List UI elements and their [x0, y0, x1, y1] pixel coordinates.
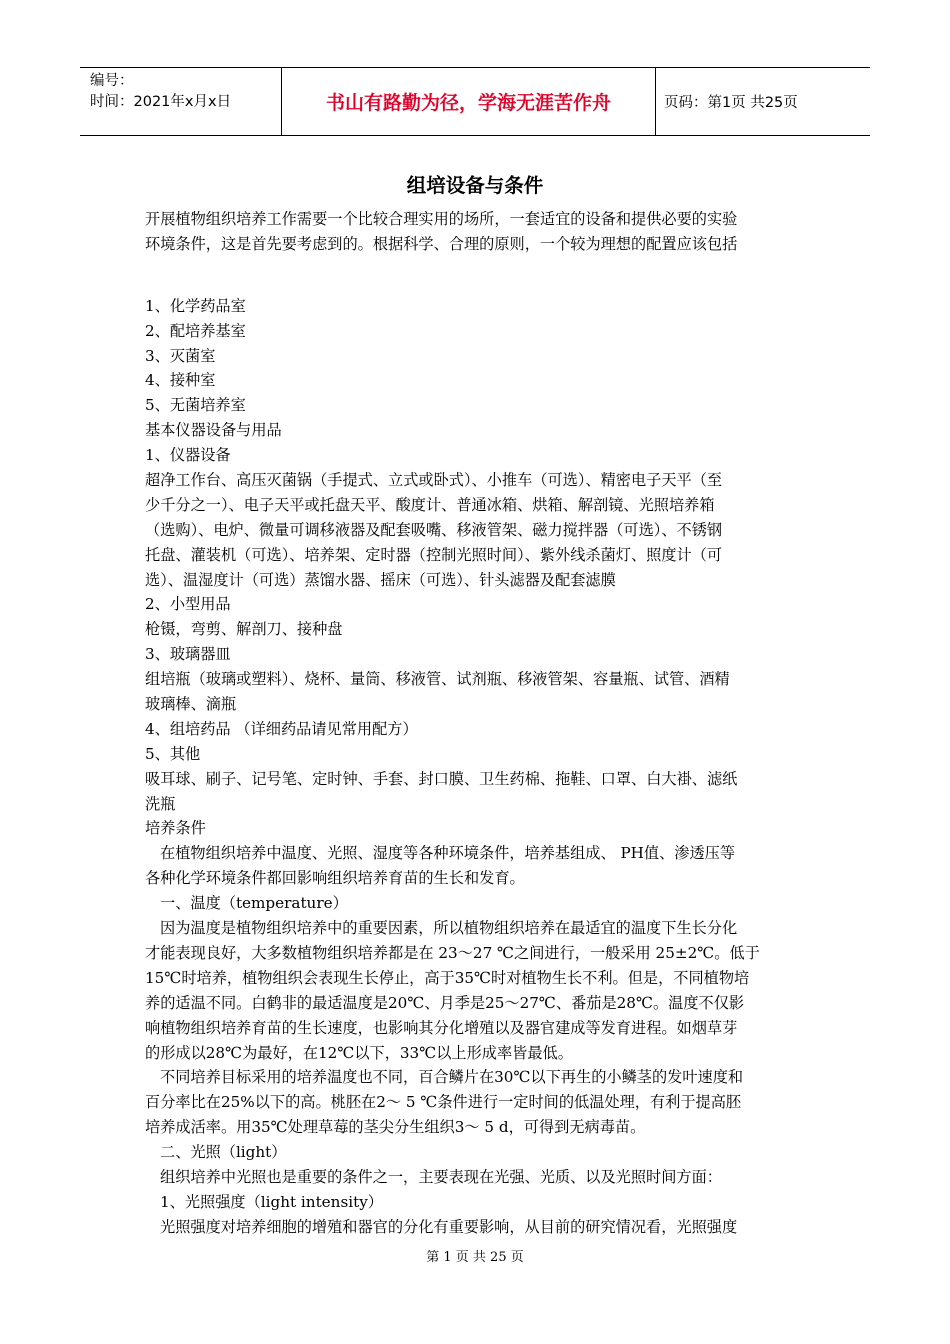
equipment-line: 托盘、灌装机（可选）、培养架、定时器（控制光照时间）、紫外线杀菌灯、照度计（可 — [145, 545, 723, 564]
light-heading: 二、光照（light） — [160, 1143, 287, 1162]
header-motto: 书山有路勤为径，学海无涯苦作舟 — [282, 68, 656, 135]
header-page-info: 页码：第1页 共25页 — [664, 95, 798, 111]
temperature-line: 的形成以28℃为最好，在12℃以下，33℃以上形成率皆最低。 — [145, 1043, 573, 1062]
temperature-line: 不同培养目标采用的培养温度也不同，百合鳞片在30℃以下再生的小鳞茎的发叶速度和 — [160, 1068, 744, 1087]
room-list-item: 4、接种室 — [145, 371, 216, 390]
equipment-line: 洗瓶 — [145, 794, 176, 813]
equipment-line: 2、小型用品 — [145, 595, 231, 614]
page-footer: 第 1 页 共 25 页 — [426, 1250, 524, 1265]
equipment-line: 基本仪器设备与用品 — [145, 421, 282, 440]
temperature-line: 因为温度是植物组织培养中的重要因素，所以植物组织培养在最适宜的温度下生长分化 — [160, 919, 738, 938]
light-paragraph: 光照强度对培养细胞的增殖和器官的分化有重要影响，从目前的研究情况看，光照强度 — [160, 1217, 738, 1236]
room-list-item: 2、配培养基室 — [145, 321, 246, 340]
temperature-line: 培养成活率。用35℃处理草莓的茎尖分生组织3～ 5 d，可得到无病毒苗。 — [145, 1118, 646, 1137]
equipment-line: 5、其他 — [145, 744, 201, 763]
light-intro: 组织培养中光照也是重要的条件之一，主要表现在光强、光质、以及光照时间方面： — [160, 1167, 722, 1186]
conditions-line: 在植物组织培养中温度、光照、湿度等各种环境条件，培养基组成、 PH值、渗透压等 — [160, 844, 736, 863]
equipment-line: 3、玻璃器皿 — [145, 645, 231, 664]
section-heading: 培养条件 — [145, 819, 206, 838]
intro-line: 环境条件，这是首先要考虑到的。根据科学、合理的原则，一个较为理想的配置应该包括 — [145, 234, 738, 253]
document-body — [145, 207, 807, 1240]
room-list-item: 3、灭菌室 — [145, 346, 216, 365]
equipment-line: （选购）、电炉、微量可调移液器及配套吸嘴、移液管架、磁力搅拌器（可选）、不锈钢 — [145, 520, 723, 539]
page-title: 组培设备与条件 — [406, 174, 544, 197]
paragraph-gap — [145, 257, 807, 294]
equipment-line: 少千分之一）、电子天平或托盘天平、酸度计、普通冰箱、烘箱、解剖镜、光照培养箱 — [145, 495, 715, 514]
temperature-line: 才能表现良好，大多数植物组织培养都是在 23～27 ℃之间进行，一般采用 25±2℃。低于 — [145, 943, 760, 962]
light-subheading: 1、光照强度（light intensity） — [160, 1192, 383, 1211]
equipment-line: 吸耳球、刷子、记号笔、定时钟、手套、封口膜、卫生药棉、拖鞋、口罩、白大褂、滤纸 — [145, 769, 738, 788]
page-header — [80, 67, 870, 136]
conditions-line: 各种化学环境条件都回影响组织培养育苗的生长和发育。 — [145, 869, 525, 888]
document-number-label: 编号： — [90, 73, 134, 89]
equipment-line: 选）、温湿度计（可选）蒸馏水器、摇床（可选）、针头滤器及配套滤膜 — [145, 570, 616, 589]
room-list-item: 5、无菌培养室 — [145, 396, 246, 415]
equipment-line: 枪镊，弯剪、解剖刀、接种盘 — [145, 620, 343, 639]
header-meta — [80, 68, 282, 135]
temperature-line: 响植物组织培养育苗的生长速度，也影响其分化增殖以及器官建成等发育进程。如烟草芽 — [145, 1018, 738, 1037]
temperature-line: 百分率比在25%以下的高。桃胚在2～ 5 ℃条件进行一定时间的低温处理，有利于提高胚 — [145, 1093, 742, 1112]
equipment-line: 超净工作台、高压灭菌锅（手提式、立式或卧式）、小推车（可选）、精密电子天平（至 — [145, 471, 723, 490]
temperature-heading: 一、温度（temperature） — [160, 894, 348, 913]
equipment-line: 组培瓶（玻璃或塑料）、烧杯、量筒、移液管、试剂瓶、移液管架、容量瓶、试管、酒精 — [145, 670, 730, 689]
equipment-line: 1、仪器设备 — [145, 446, 231, 465]
document-time: 时间：2021年x月x日 — [90, 94, 232, 110]
intro-line: 开展植物组织培养工作需要一个比较合理实用的场所，一套适宜的设备和提供必要的实验 — [145, 210, 738, 228]
equipment-line: 4、组培药品 （详细药品请见常用配方） — [145, 719, 418, 738]
equipment-line: 玻璃棒、滴瓶 — [145, 695, 237, 714]
temperature-line: 15℃时培养，植物组织会表现生长停止，高于35℃时对植物生长不利。但是，不同植物培 — [145, 968, 750, 987]
temperature-line: 养的适温不同。白鹤非的最适温度是20℃、月季是25～27℃、番茄是28℃。温度不仅影 — [145, 993, 745, 1012]
room-list-item: 1、化学药品室 — [145, 296, 246, 315]
